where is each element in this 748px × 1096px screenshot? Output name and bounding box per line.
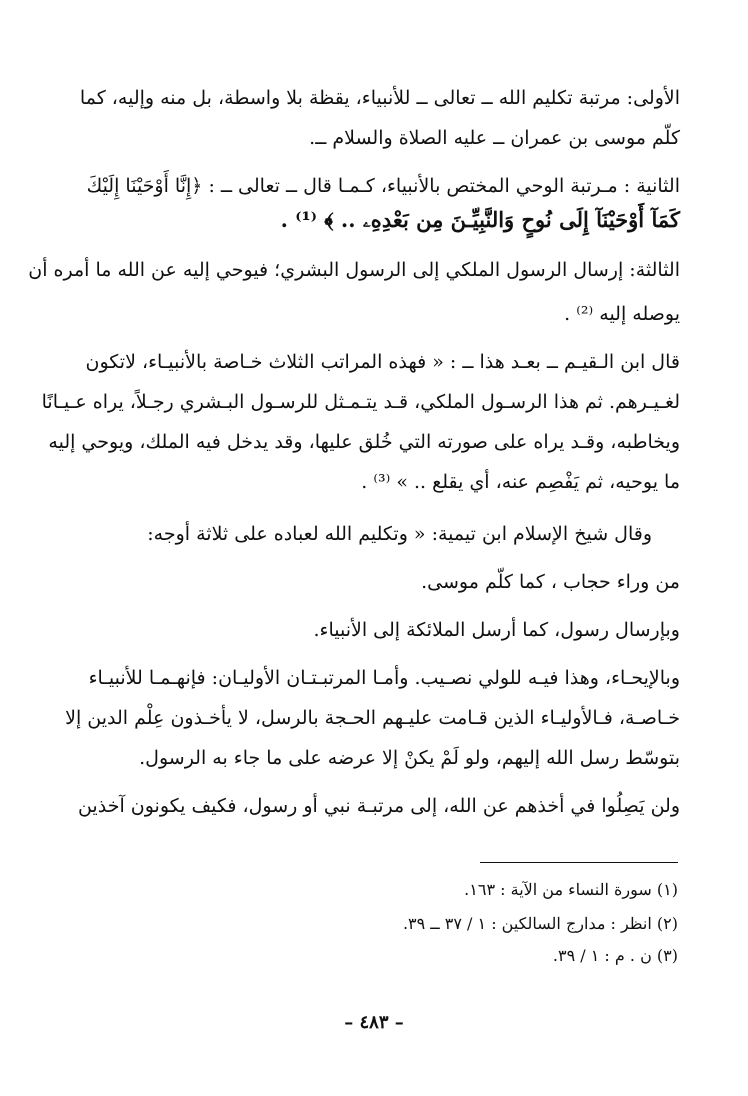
quran-verse-line: كَمَآ أَوْحَيْنَآ إِلَى نُوحٍ وَالنَّبِيِّـنَ مِن بَعْدِهِۦ .. ﴾ ⁽¹⁾ . [280, 207, 680, 232]
text-line-2: كلّم موسى بن عمران ــ عليه الصلاة والسلام ــ. [309, 127, 680, 149]
footnote-3: (٣) ن . م : ١ / ٣٩. [552, 946, 678, 965]
text-line-11: وقال شيخ الإسلام ابن تيمية: « وتكليم الله لعباده على ثلاثة أوجه: [147, 523, 652, 545]
text-line-3: الثانية : مـرتبة الوحي المختص بالأنبياء، كـمـا قال ــ تعالى ــ : ﴿إِنَّا أَوْحَيْنَا إِلَيْكَ [86, 175, 680, 197]
text-line-13: وبإرسال رسول، كما أرسل الملائكة إلى الأنبياء. [313, 619, 680, 641]
page-number: – ٤٨٣ – [344, 1012, 404, 1033]
text-line-17: ولن يَصِلُوا في أخذهم عن الله، إلى مرتبـة نبي أو رسول، فكيف يكونون آخذين [77, 795, 680, 817]
text-line-1: الأولى: مرتبة تكليم الله ــ تعالى ــ للأنبياء، يقظة بلا واسطة، بل منه وإليه، كما [79, 87, 680, 109]
text-line-5: الثالثة: إرسال الرسول الملكي إلى الرسول البشري؛ فيوحي إليه عن الله ما أمره أن [28, 259, 680, 281]
text-line-6: يوصله إليه ⁽²⁾ . [564, 303, 680, 325]
text-line-8: لغـيـرهم. ثم هذا الرسـول الملكي، قـد يتـمـثل للرسـول البـشري رجـلاً، يراه عـيـانًا [41, 391, 680, 413]
text-line-7: قال ابن الـقيـم ــ بعـد هذا ــ : « فهذه المراتب الثلاث خـاصة بالأنبيـاء، لاتكون [85, 351, 680, 373]
footnote-1: (١) سورة النساء من الآية : ١٦٣. [464, 880, 678, 899]
text-line-12: من وراء حجاب ، كما كلّم موسى. [421, 571, 680, 593]
footnote-2: (٢) انظر : مدارج السالكين : ١ / ٣٧ ــ ٣٩. [402, 914, 678, 933]
text-line-9: ويخاطبه، وقـد يراه على صورته التي خُلق عليها، وقد يدخل فيه الملك، ويوحي إليه [48, 431, 680, 453]
footnote-separator [480, 862, 678, 863]
text-line-15: خـاصـة، فـالأوليـاء الذين قـامت عليـهم الحـجة بالرسل، لا يأخـذون عِلْم الدين إلا [65, 707, 680, 729]
text-line-14: وبالإيحـاء، وهذا فيـه للولي نصـيب. وأمـا المرتبـتـان الأوليـان: فإنهـمـا للأنبيـاء [88, 667, 680, 689]
text-line-10: ما يوحيه، ثم يَفْصِم عنه، أي يقلع .. » ⁽³⁾ . [361, 471, 680, 493]
text-line-16: بتوسّط رسل الله إليهم، ولو لَمْ يكنْ إلا عرضه على ما جاء به الرسول. [139, 747, 680, 769]
